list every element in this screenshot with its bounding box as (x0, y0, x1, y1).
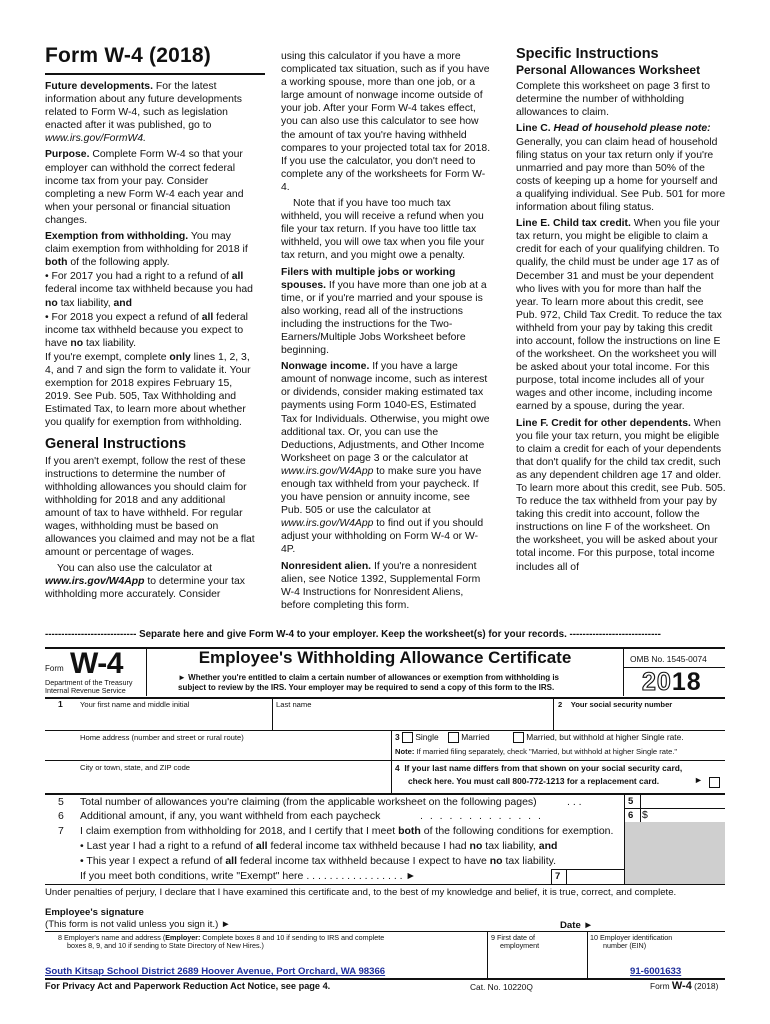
privacy-notice: For Privacy Act and Paperwork Reduction Act Notice, see page 4. (45, 981, 331, 991)
line-4-text-2: check here. You must call 800-772-1213 for a replacement card. (408, 776, 660, 786)
irs-label: Internal Revenue Service (45, 686, 126, 695)
shaded-area (624, 822, 725, 884)
line-e-paragraph: Line E. Child tax credit. When you file your tax return, you might be eligible to claim a credit for each of your qualifying children. To qualify, the child must be under age 17 as of December 31 and must be your dependent who lives with you for more than half the year. To learn more about this credit, see Pub. 972, Child Tax Credit. To reduce the tax withheld from your pay by taking this credit into account, follow the instructions on line E of the worksheet. On the worksheet you will be asked about your total income. For this purpose, total income includes all of your wages and other income, including income earned by a spouse, during the year. (516, 218, 722, 413)
row3-bottom-rule (45, 793, 725, 795)
footer-form-id: Form W-4 (2018) (650, 980, 719, 992)
w4app-link-3[interactable]: www.irs.gov/W4App (281, 518, 374, 530)
row1-divider-1 (272, 697, 273, 730)
name-differs-checkbox[interactable] (709, 777, 720, 788)
row2-divider (391, 730, 392, 794)
single-checkbox[interactable] (402, 732, 413, 743)
specific-instructions-heading: Specific Instructions (516, 46, 659, 62)
line-6-box-number: 6 (628, 810, 634, 821)
filing-status-row (395, 732, 684, 743)
future-developments-paragraph: Future developments. For the latest information about any future developments related to Form W-4, such as legislation enacted after it was published, go to www.irs.gov/FormW4. (45, 81, 242, 145)
line-7-exempt-text: If you meet both conditions, write "Exempt" here . . . . . . . . . . . . . . . . . ► (80, 870, 416, 882)
last-name-input[interactable] (276, 710, 548, 728)
purpose-paragraph: Purpose. Complete Form W-4 so that your employer can withhold the correct federal income tax from your pay. Consider completing a new Form W-4 each year and when your personal or financial situation changes. (45, 149, 244, 226)
line-4-text-1: 4 If your last name differs from that shown on your social security card, (395, 763, 683, 773)
certificate-subtitle-2: subject to review by the IRS. Your employer may be required to send a copy of this form to the IRS. (178, 683, 555, 692)
header-bottom-rule (45, 697, 725, 699)
line-5-box-number: 5 (628, 796, 634, 807)
date-input[interactable] (598, 916, 723, 930)
calculator-paragraph: You can also use the calculator at www.irs.gov/W4App to determine your tax withholding more accurately. Consider (45, 563, 245, 601)
line-2-number: 2 (558, 700, 563, 709)
omb-number: OMB No. 1545-0074 (630, 654, 707, 664)
last-name-label: Last name (276, 700, 312, 709)
line-4-number: 4 (395, 763, 400, 773)
dollar-sign: $ (642, 809, 648, 821)
line-7-bullet-1: • Last year I had a right to a refund of all federal income tax withheld because I had no tax liability, and (80, 840, 558, 852)
dept-treasury: Department of the Treasury (45, 678, 133, 687)
signature-bottom-rule (45, 931, 725, 932)
line-4-arrow: ► (694, 775, 703, 785)
column-2 (281, 50, 491, 613)
filing-status-note: Note: If married filing separately, check "Married, but withhold at higher Single rate." (395, 747, 678, 756)
married-label: Married (461, 732, 490, 742)
line-7-box-number: 7 (555, 871, 561, 882)
first-date-input[interactable] (492, 956, 582, 974)
line-6-number: 6 (58, 810, 64, 822)
married-higher-checkbox[interactable] (513, 732, 524, 743)
shaded-left (624, 822, 625, 884)
catalog-number: Cat. No. 10220Q (470, 982, 533, 992)
line7-bottom-rule (45, 884, 725, 885)
w4app-link-2[interactable]: www.irs.gov/W4App (281, 465, 374, 477)
exemption-bullet-2: • For 2018 you expect a refund of all federal income tax withheld because you expect to have no tax liability. (45, 311, 248, 349)
city-state-zip-input[interactable] (80, 774, 385, 790)
row8-divider-1 (487, 931, 488, 978)
line-7-bullet-2: • This year I expect a refund of all federal income tax withheld because I expect to have no tax liability. (80, 855, 557, 867)
ssn-input[interactable] (558, 710, 722, 728)
row2-bottom-rule (45, 760, 725, 761)
nonwage-income-paragraph: Nonwage income. If you have a large amount of nonwage income, such as interest or dividends, consider making estimated tax payments using Form 1040-ES, Estimated Tax for Individuals. Otherwise, you might owe additional tax. Or, you can use the Deductions, Adjustments, and Other Income Worksheet on page 3 or the calculator at www.irs.gov/W4App to make sure you have enough tax withheld from your paycheck. If you have pension or annuity income, see Pub. 505 or use the calculator at www.irs.gov/W4App to find out if you should adjust your withholding on Form W-4 or W-4P. (281, 361, 490, 556)
separate-here-line: ---------------------------- Separate here and give Form W-4 to your employer. Keep the worksheet(s) for your records. ---------------------------- (45, 629, 661, 640)
row1-bottom-rule (45, 730, 725, 731)
line7-box-top (551, 869, 625, 870)
form-bottom-rule (45, 978, 725, 980)
ssn-label: 2 Your social security number (558, 700, 673, 709)
line-f-paragraph: Line F. Credit for other dependents. When you file your tax return, you might be eligible to claim a credit for each of your dependents that don't qualify for the child tax credit, such as any dependent children age 17 and older. To learn more about this credit, see Pub. 505. To reduce the tax withheld from your pay by taking this credit into account, follow the instructions on line F of the worksheet. On the worksheet, you will be asked about your total income. For this purpose, total income includes all of (516, 417, 726, 573)
line-7-text: I claim exemption from withholding for 2018, and I certify that I meet both of the following conditions for exemption. (80, 825, 614, 837)
if-exempt-paragraph: If you're exempt, complete only lines 1, 2, 3, 4, and 7 and sign the form to validate it. Your exemption for 2018 expires February 15, 2019. See Pub. 505, Tax Withholding and Estimated Tax, to learn more about whether you qualify for exemption from withholding. (45, 351, 251, 429)
line-5-text: Total number of allowances you're claiming (from the applicable worksheet on the following pages) (80, 796, 537, 808)
header-divider-left (146, 647, 147, 696)
single-label: Single (415, 732, 439, 742)
row1-divider-2 (553, 697, 554, 730)
personal-allowances-heading: Personal Allowances Worksheet (516, 63, 701, 78)
line-8-label-1: 8 Employer's name and address (Employer: Complete boxes 8 and 10 if sending to IRS and complete (58, 933, 385, 942)
column-1 (45, 80, 257, 603)
line-7-number: 7 (58, 825, 64, 837)
line-10-label-2: number (EIN) (603, 941, 647, 950)
exempt-input[interactable] (568, 870, 621, 883)
line-5-dots: . . . (567, 796, 582, 808)
w4app-link[interactable]: www.irs.gov/W4App (45, 576, 145, 588)
first-name-input[interactable] (80, 710, 268, 728)
form-w4-name: W-4 (70, 647, 123, 680)
line-1-number: 1 (58, 699, 63, 709)
line7-box-left (551, 869, 552, 884)
line-9-label-1: 9 First date of (491, 933, 535, 942)
employer-name-address-field[interactable]: South Kitsap School District 2689 Hoover Avenue, Port Orchard, WA 98366 (45, 966, 386, 977)
first-name-label: Your first name and middle initial (80, 700, 190, 709)
nonresident-alien-paragraph: Nonresident alien. If you're a nonresident alien, see Notice 1392, Supplemental Form W-4 Instructions for Nonresident Aliens, before completing this form. (281, 560, 481, 611)
exemption-paragraph: Exemption from withholding. You may claim exemption from withholding for 2018 if both of the following apply. (45, 231, 248, 269)
general-instructions-heading: General Instructions (45, 436, 187, 453)
header-divider-right (623, 647, 624, 696)
date-label: Date ► (560, 920, 593, 931)
line-8-label-2: boxes 8, 9, and 10 if sending to State Directory of New Hires.) (67, 941, 264, 950)
signature-note: (This form is not valid unless you sign it.) ► (45, 919, 231, 930)
additional-amount-input[interactable] (651, 809, 723, 821)
calculator-continued-paragraph: using this calculator if you have a more complicated tax situation, such as if you have a working spouse, more than one job, or a large amount of nonwage income outside of your job. After your Form W-4 takes effect, you can also use this calculator to see how the amount of tax you're having withheld compares to your projected total tax for 2018. If you use the calculator, you don't need to complete any of the worksheets for Form W-4. (281, 51, 491, 193)
form-label: Form (45, 664, 64, 673)
refund-note-paragraph: Note that if you have too much tax withheld, you will receive a refund when you file your tax return. If you have too little tax withheld, you will owe tax when you file your tax return, and you might owe a penalty. (281, 198, 485, 262)
home-address-input[interactable] (80, 744, 385, 758)
line-6-dots: . . . . . . . . . . . . . (420, 810, 543, 822)
formw4-link[interactable]: www.irs.gov/FormW4. (45, 133, 147, 145)
tax-year: 2018 (642, 668, 702, 696)
general-instructions-paragraph: If you aren't exempt, follow the rest of these instructions to determine the number of withholding allowances you should claim for withholding for 2018 and any additional amount of tax to have withheld. For regular wages, withholding must be based on allowances you claimed and may not be a flat amount or percentage of wages. (45, 455, 255, 559)
multiple-jobs-paragraph: Filers with multiple jobs or working spouses. If you have more than one job at a time, or if you're married and your spouse is also working, read all of the instructions including the instructions for the Two-Earners/Multiple Jobs Worksheet before beginning. (281, 266, 487, 357)
line-6-text: Additional amount, if any, you want withheld from each paycheck (80, 810, 381, 822)
signature-label: Employee's signature (45, 907, 144, 918)
certificate-subtitle-1: ► Whether you're entitled to claim a certain number of allowances or exemption from withholding is (178, 673, 559, 682)
column-3 (516, 48, 726, 575)
married-higher-label: Married, but withhold at higher Single rate. (526, 732, 684, 742)
certificate-title: Employee's Withholding Allowance Certificate (198, 648, 572, 667)
line-9-label-2: employment (500, 941, 540, 950)
line-3-number: 3 (395, 732, 400, 742)
perjury-statement: Under penalties of perjury, I declare that I have examined this certificate and, to the best of my knowledge and belief, it is true, correct, and complete. (45, 887, 677, 898)
line-10-label-1: 10 Employer identification (590, 933, 673, 942)
line-5-number: 5 (58, 796, 64, 808)
signature-input[interactable] (230, 913, 550, 929)
home-address-label: Home address (number and street or rural route) (80, 733, 244, 742)
worksheet-intro-paragraph: Complete this worksheet on page 3 first to determine the number of withholding allowances to claim. (516, 81, 711, 119)
row8-divider-2 (587, 931, 588, 978)
line7-box-mid (566, 869, 567, 884)
title-rule (45, 73, 265, 75)
page-title: Form W-4 (2018) (45, 44, 211, 67)
ein-field[interactable]: 91-6001633 (630, 966, 682, 977)
allowances-input[interactable] (643, 795, 723, 807)
line-c-paragraph: Line C. Head of household please note: Generally, you can claim head of household filing status on your tax return only if you're unmarried and pay more than 50% of the costs of keeping up a home for yourself and a qualifying individual. See Pub. 501 for more information about filing status. (516, 123, 726, 214)
city-state-zip-label: City or town, state, and ZIP code (80, 763, 191, 772)
exemption-bullet-1: • For 2017 you had a right to a refund of all federal income tax withheld because you had no tax liability, and (45, 271, 253, 309)
married-checkbox[interactable] (448, 732, 459, 743)
